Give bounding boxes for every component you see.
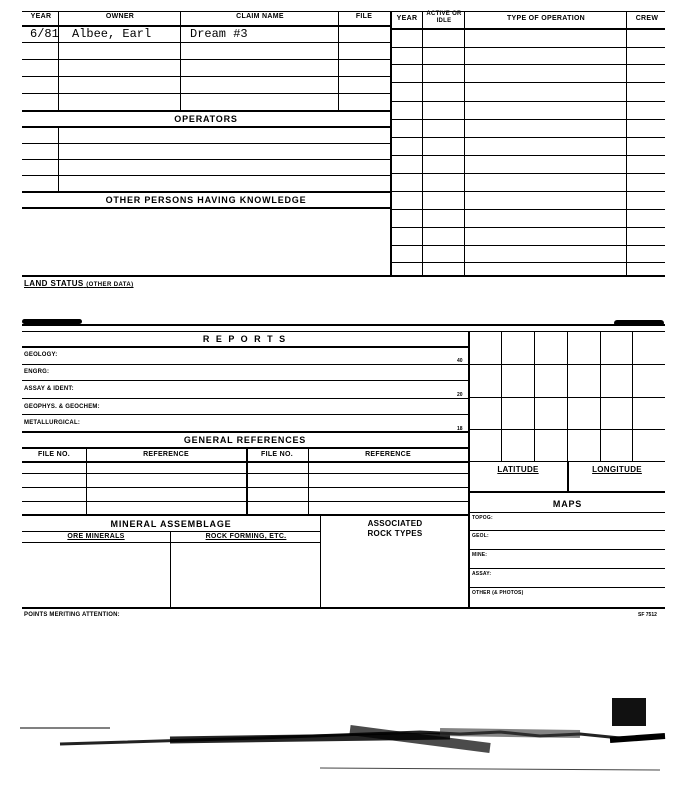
longitude-label: LONGITUDE <box>592 465 642 474</box>
rock-forming-header: ROCK FORMING, ETC. <box>205 533 287 540</box>
reports-title: R E P O R T S <box>202 334 288 344</box>
claim-entry-year: 6/81 <box>30 27 59 41</box>
operators-title: OPERATORS <box>174 114 238 124</box>
report-metallurgical-label: METALLURGICAL: <box>24 420 81 426</box>
maps-assay-label: ASSAY: <box>472 571 492 577</box>
claims-claim-name-header: CLAIM NAME <box>236 13 284 20</box>
maps-topog-label: TOPOG: <box>472 515 493 521</box>
general-references-title: GENERAL REFERENCES <box>183 435 307 445</box>
form-number: SF 7512 <box>638 612 657 618</box>
maps-mine-label: MINE: <box>472 552 488 558</box>
claims-file-header: FILE <box>355 13 373 20</box>
latitude-label: LATITUDE <box>497 465 539 474</box>
report-geophys-label: GEOPHYS. & GEOCHEM: <box>24 404 100 410</box>
other-persons-title: OTHER PERSONS HAVING KNOWLEDGE <box>105 195 307 205</box>
gr-file-no-header-2: FILE NO. <box>261 451 293 458</box>
report-assay-num: 20 <box>457 392 463 398</box>
report-engrg-label: ENGRG: <box>24 369 50 375</box>
maps-other-label: OTHER (& PHOTOS) <box>472 590 524 596</box>
report-geology-label: GEOLOGY: <box>24 352 58 358</box>
claim-entry-claim-name: Dream #3 <box>190 27 248 41</box>
claim-entry-owner: Albee, Earl <box>72 27 152 41</box>
claims-owner-header: OWNER <box>105 13 135 20</box>
operation-active-idle-header: ACTIVE OR IDLE <box>426 11 462 24</box>
ore-minerals-header: ORE MINERALS <box>67 533 125 540</box>
associated-rock-types-line2: ROCK TYPES <box>367 529 423 538</box>
mineral-assemblage-title: MINERAL ASSEMBLAGE <box>110 519 232 529</box>
report-metallurgical-num: 18 <box>457 426 463 432</box>
associated-rock-types-line1: ASSOCIATED <box>367 519 423 528</box>
operation-crew-header: CREW <box>635 15 659 22</box>
land-status-subtitle: (OTHER DATA) <box>86 282 134 288</box>
gr-reference-header-1: REFERENCE <box>143 451 189 458</box>
report-geology-num: 40 <box>457 358 463 364</box>
gr-file-no-header-1: FILE NO. <box>38 451 70 458</box>
points-meriting-attention-label: POINTS MERITING ATTENTION: <box>24 612 120 618</box>
land-status-title: LAND STATUS <box>24 279 84 288</box>
operation-type-header: TYPE OF OPERATION <box>506 15 586 22</box>
claims-year-header: YEAR <box>30 13 52 20</box>
gr-reference-header-2: REFERENCE <box>365 451 411 458</box>
maps-title: MAPS <box>552 499 583 509</box>
maps-geol-label: GEOL: <box>472 533 489 539</box>
report-assay-label: ASSAY & IDENT: <box>24 386 74 392</box>
operation-year-header: YEAR <box>396 15 418 22</box>
